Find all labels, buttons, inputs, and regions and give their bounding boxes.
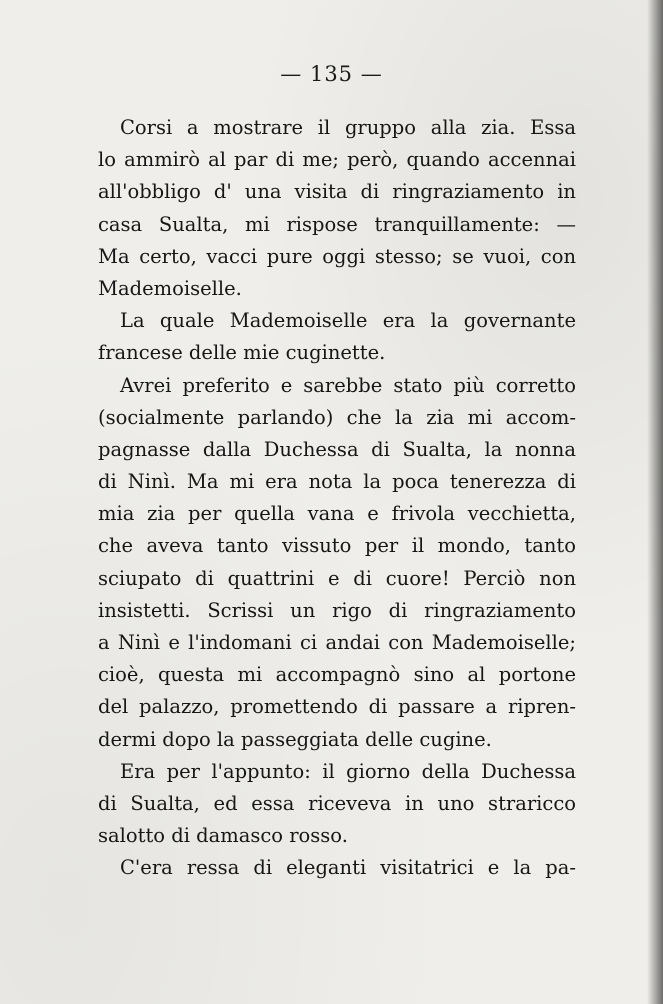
text-line: sciupato di quattrini e di cuore! Perciò non (98, 566, 576, 590)
text-line: mia zia per quella vana e frivola vecchietta, (98, 502, 576, 526)
text-line: Era per l'appunto: il giorno della Duchessa (120, 759, 576, 783)
text-line: cioè, questa mi accompagnò sino al portone (98, 663, 576, 687)
text-line: pagnasse dalla Duchessa di Sualta, la nonna (98, 437, 576, 461)
text-line: dermi dopo la passeggiata delle cugine. (98, 727, 492, 751)
text-line: a Ninì e l'indomani ci andai con Mademoiselle; (98, 631, 576, 654)
text-line: di Sualta, ed essa riceveva in uno straricco (98, 791, 576, 815)
text-line: lo ammirò al par di me; però, quando accennai (98, 148, 576, 172)
text-line: C'era ressa di eleganti visitatrici e la pa- (120, 856, 576, 880)
text-line: La quale Mademoiselle era la governante (120, 309, 576, 333)
text-line: Corsi a mostrare il gruppo alla zia. Essa (120, 116, 576, 139)
text-line: all'obbligo d' una visita di ringraziamento in (98, 180, 576, 204)
text-line: di Ninì. Ma mi era nota la poca tenerezza di (98, 470, 576, 494)
text-line: casa Sualta, mi rispose tranquillamente: — (98, 212, 576, 236)
text-line: insistetti. Scrissi un rigo di ringraziamento (98, 598, 576, 622)
text-line: Avrei preferito e sarebbe stato più corretto (120, 373, 576, 397)
text-line: Mademoiselle. (98, 276, 242, 300)
text-line: (socialmente parlando) che la zia mi accom- (98, 405, 576, 429)
text-line: del palazzo, promettendo di passare a ripren- (98, 695, 576, 719)
text-line: Ma certo, vacci pure oggi stesso; se vuoi, con (98, 244, 576, 268)
text-line: salotto di damasco rosso. (98, 824, 348, 848)
text-line: francese delle mie cuginette. (98, 341, 386, 365)
body-text (98, 112, 576, 885)
page-number: — 135 — (280, 62, 383, 86)
text-line: che aveva tanto vissuto per il mondo, tanto (98, 534, 576, 558)
page-edge-shadow (647, 0, 663, 1004)
